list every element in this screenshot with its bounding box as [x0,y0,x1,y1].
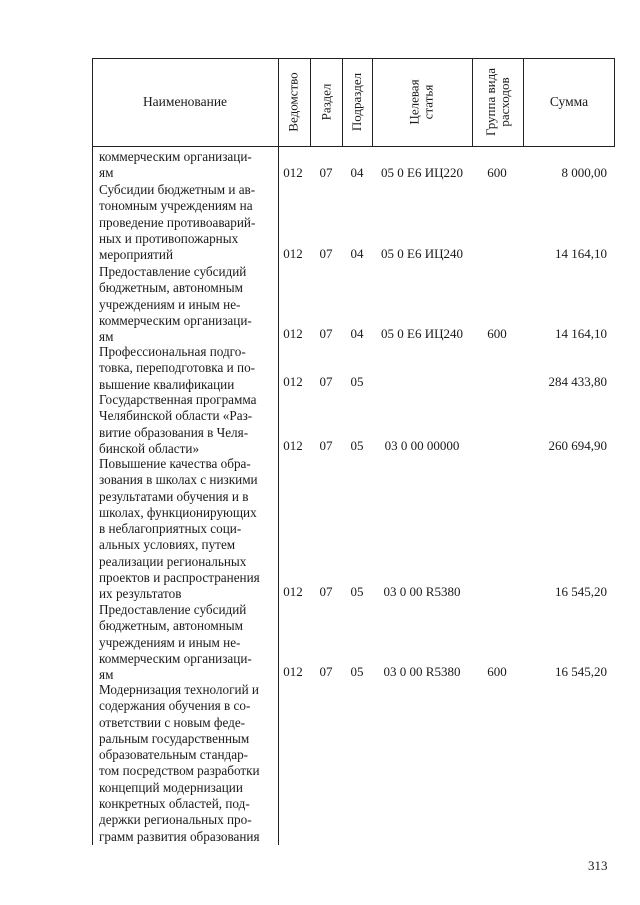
row-podrazdel: 05 [350,438,364,453]
row-razdel: 07 [319,326,333,341]
header-gruppa-line1: Группа вида [482,68,498,136]
row-name: Государственная программа Челябинской области «Раз- витие образования в Челя- бинской области» [99,392,257,456]
header-gruppa-line2: расходов [496,77,512,127]
row-podrazdel: 04 [350,326,364,341]
header-podrazdel-cell [342,58,372,146]
row-celevaya: 05 0 Е6 ИЦ240 [381,326,463,341]
row-name: коммерческим организаци- ям [99,149,252,181]
row-vedomstvo: 012 [283,326,303,341]
row-name: Субсидии бюджетным и ав- тономным учреждениям на проведение противоаварий- ных и противопожарных мероприятий [99,182,256,263]
row-summa: 14 164,10 [555,246,607,261]
budget-table [92,58,615,845]
header-summa: Сумма [549,94,589,109]
row-celevaya: 03 0 00 R5380 [383,584,461,599]
row-podrazdel: 05 [350,584,364,599]
header-name: Наименование [142,94,228,109]
row-vedomstvo: 012 [283,584,303,599]
header-celevaya [408,79,436,124]
row-vedomstvo: 012 [283,246,303,261]
row-celevaya: 05 0 Е6 ИЦ240 [381,246,463,261]
row-name: Повышение качества обра- зования в школах с низкими результатами обучения и в школах, функционирующих в неблагоприятных соци- альных условиях, путем реализации региональных проектов и распространения их результатов [99,456,260,602]
header-razdel-cell [310,58,342,146]
row-name: Предоставление субсидий бюджетным, автономным учреждениям и иным не- коммерческим организаци- ям [99,602,252,683]
header-gruppa-cell [472,58,523,146]
row-razdel: 07 [319,584,333,599]
row-name: Предоставление субсидий бюджетным, автономным учреждениям и иным не- коммерческим организаци- ям [99,264,252,345]
row-summa: 16 545,20 [555,584,607,599]
row-razdel: 07 [319,438,333,453]
header-razdel: Раздел [318,83,333,121]
row-summa: 14 164,10 [555,326,607,341]
header-vedomstvo: Ведомство [286,72,301,132]
row-celevaya: 03 0 00 00000 [384,438,460,453]
row-razdel: 07 [319,246,333,261]
row-name: Профессиональная подго- товка, переподготовка и по- вышение квалификации [99,344,256,392]
row-podrazdel: 04 [350,165,364,180]
row-summa: 8 000,00 [561,165,607,180]
row-vedomstvo: 012 [283,664,303,679]
row-summa: 260 694,90 [548,438,607,453]
row-razdel: 07 [319,374,333,389]
row-name: Модернизация технологий и содержания обучения в со- ответствии с новым феде- ральным государственным образовательным стандар- том посредством разработки концепций модернизации конкретных областей, под- держки региональных про- грамм развития образования [99,682,260,844]
row-gruppa: 600 [487,664,507,679]
row-podrazdel: 05 [350,664,364,679]
header-gruppa [484,68,512,136]
header-celevaya-cell [372,58,472,146]
row-razdel: 07 [319,165,333,180]
header-celevaya-line2: статья [420,84,436,120]
row-vedomstvo: 012 [283,374,303,389]
header-podrazdel: Подраздел [349,72,365,132]
row-vedomstvo: 012 [283,165,303,180]
row-summa: 284 433,80 [548,374,607,389]
row-podrazdel: 05 [350,374,364,389]
row-celevaya: 03 0 00 R5380 [383,664,461,679]
row-gruppa: 600 [487,165,507,180]
row-gruppa: 600 [487,326,507,341]
row-celevaya: 05 0 Е6 ИЦ220 [381,165,463,180]
row-summa: 16 545,20 [555,664,607,679]
header-celevaya-line1: Целевая [406,79,422,125]
header-vedomstvo-cell [278,58,310,146]
row-podrazdel: 04 [350,246,364,261]
table-left-border [92,58,93,845]
row-razdel: 07 [319,664,333,679]
header-bottom-border [92,146,615,147]
page-number: 313 [588,858,608,873]
row-vedomstvo: 012 [283,438,303,453]
